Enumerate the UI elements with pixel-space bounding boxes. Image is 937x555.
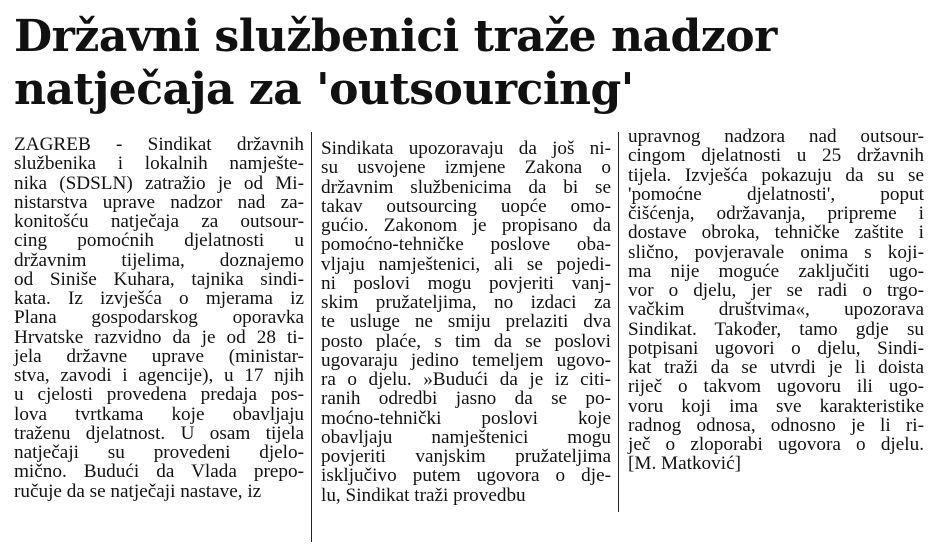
text-line: isključivo putem ugovora o dje- [321,465,611,487]
text-line: nistarstva uprave nadzor nad za- [14,191,304,213]
text-line: državnim službenicima da bi se [321,176,611,198]
article-column-1 [14,135,304,501]
text-line: Sindikata upozoravaju da još ni- [321,138,611,159]
text-line: vačkim društvima«, upozorava [628,299,924,321]
text-line: vljaju namještenici, ali se pojedi- [321,253,611,275]
text-line: te usluge ne smiju prelaziti dva [321,311,611,333]
text-line: mično. Budući da Vlada prepo- [14,461,304,483]
text-line: 'pomoćne djelatnosti', poput [628,183,924,205]
text-line: posto plaće, s tim da se poslovi [321,330,611,352]
text-line: ručuje da se natječaji nastave, iz [14,480,262,502]
text-line: Hrvatske razvidno da je od 28 ti- [14,326,304,348]
text-line: pomoćno-tehničke poslove oba- [321,234,611,256]
text-line: kata. Iz izvješća o mjerama iz [14,288,304,309]
text-line: voru koji ima sve karakteristike [628,395,924,417]
text-line: Sindikat. Također, tamo gdje su [628,318,924,340]
column-divider [618,132,619,512]
text-line: lova tvrtkama koje obavljaju [14,403,304,425]
headline-line-1: Državni službenici traže nadzor [14,11,777,62]
headline-line-2: natječaja za 'outsourcing' [14,64,634,115]
text-line: radnog odnosa, odnosno je li ri- [628,414,924,436]
text-line: moćno-tehnički poslovi koje [321,407,611,429]
text-line: kat traži da se utvrdi je li doista [628,357,924,378]
text-line: državnim tijelima, doznajemo [14,249,304,271]
text-line: ugovaraju jedino temeljem ugovo- [321,349,611,371]
article-column-2 [321,139,611,505]
column-divider [311,132,312,542]
text-line: konitošću natječaja za outsour- [14,211,304,232]
text-line: nika (SDSLN) zatražio je od Mi- [14,172,304,194]
text-line: povjeriti vanjskim pružateljima [321,446,611,467]
text-line: skim pružateljima, no izdaci za [321,292,611,313]
text-line: su usvojene izmjene Zakona o [321,157,611,179]
text-line: cingom djelatnosti u 25 državnih [628,145,924,167]
text-line: ZAGREB - Sindikat državnih [14,134,304,155]
text-line: [M. Matković] [628,453,741,475]
text-line: Plana gospodarskog oporavka [14,307,304,329]
text-line: dostave obroka, tehničke zaštite i [628,222,924,244]
article-column-3 [628,127,924,474]
headline [14,10,924,116]
text-line: ranih odredbi jasno da se po- [321,388,611,410]
text-line: ni poslovi mogu povjeriti vanj- [321,272,611,294]
text-line: takav outsourcing uopće omo- [321,195,611,217]
text-line: čišćenja, održavanja, pripreme i [628,203,924,224]
text-line: ma nije moguće zaključiti ugo- [628,260,924,282]
text-line: u cjelosti provedena predaja pos- [14,384,304,406]
text-line: stva, zavodi i agencije), u 17 njih [14,365,304,386]
text-line: upravnog nadzora nad outsour- [628,126,924,147]
text-line: jela državne uprave (ministar- [14,345,304,367]
text-line: tijela. Izvješća pokazuju da su se [628,164,924,186]
text-line: od Siniše Kuhara, tajnika sindi- [14,268,304,290]
text-line: gućio. Zakonom je propisano da [321,215,611,236]
text-line: lu, Sindikat traži provedbu [321,484,526,506]
text-line: ra o djelu. »Budući da je iz citi- [321,369,611,390]
text-line: potpisani ugovori o djelu, Sindi- [628,337,924,359]
text-line: službenika i lokalnih namješte- [14,153,304,175]
text-line: riječ o takvom ugovoru ili ugo- [628,376,924,398]
text-line: traženu djelatnost. U osam tijela [14,422,304,444]
text-line: obavljaju namještenici mogu [321,426,611,448]
text-line: slično, povjeravale onima s koji- [628,241,924,263]
text-line: vor o djelu, jer se radi o trgo- [628,280,924,301]
text-line: cing pomoćnih djelatnosti u [14,230,304,252]
text-line: natječaji su provedeni djelo- [14,442,304,463]
text-line: ječ o zloporabi ugovora o djelu. [628,434,924,455]
